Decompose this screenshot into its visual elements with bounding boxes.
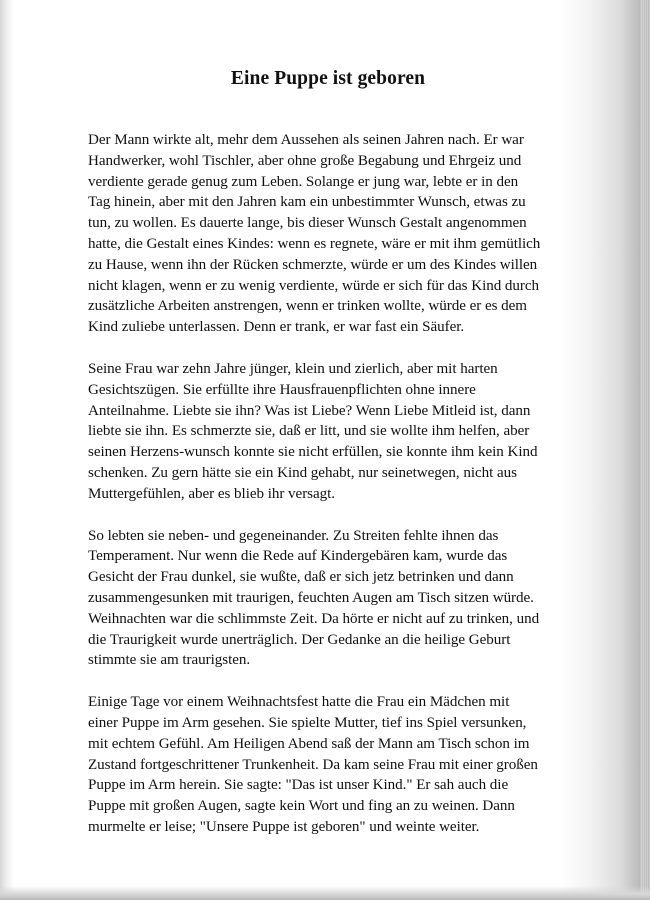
text-line: Gesichtszügen. Sie erfüllte ihre Hausfrauenpflichten ohne innere xyxy=(88,381,476,398)
text-line: liebte sie ihn. Es schmerzte sie, daß er litt, und sie wollte ihm helfen, aber xyxy=(88,423,530,440)
text-line: stimmte sie am traurigsten. xyxy=(88,652,251,669)
paragraph-4 xyxy=(88,692,568,838)
text-line: zusätzliche Arbeiten anstrengen, wenn er trinken wollte, würde er es dem xyxy=(88,298,527,315)
text-line: Temperament. Nur wenn die Rede auf Kindergebären kam, wurde das xyxy=(88,548,508,565)
text-line: tun, zu wollen. Es dauerte lange, bis dieser Wunsch Gestalt angenommen xyxy=(88,215,527,232)
text-line: Gesicht der Frau dunkel, sie wußte, daß er sich jetz betrinken und dann xyxy=(88,569,514,586)
text-line: Weihnachten war die schlimmste Zeit. Da hörte er nicht auf zu trinken, und xyxy=(88,610,540,627)
story-title: Eine Puppe ist geboren xyxy=(230,68,426,89)
paragraph-1 xyxy=(88,130,568,338)
text-line: Puppe im Arm herein. Sie sagte: "Das ist unser Kind." Er sah auch die xyxy=(88,777,509,794)
text-line: Kind zuliebe unterlassen. Denn er trank, er war fast ein Säufer. xyxy=(88,319,465,336)
text-line: Seine Frau war zehn Jahre jünger, klein und zierlich, aber mit harten xyxy=(88,360,498,377)
text-line: mit echtem Gefühl. Am Heiligen Abend saß der Mann am Tisch schon im xyxy=(88,735,530,752)
text-line: hatte, die Gestalt eines Kindes: wenn es regnete, wäre er mit ihm gemütlich xyxy=(88,235,541,252)
page-edge-right xyxy=(640,0,650,900)
text-line: verdiente gerade genug zum Leben. Solange er jung war, lebte er in den xyxy=(88,173,519,190)
text-line: die Traurigkeit wurde unerträglich. Der Gedanke an die heilige Geburt xyxy=(88,631,511,648)
page-edge-bottom xyxy=(0,886,650,900)
text-line: So lebten sie neben- und gegeneinander. Zu Streiten fehlte ihnen das xyxy=(88,527,499,544)
text-line: Anteilnahme. Liebte sie ihn? Was ist Liebe? Wenn Liebe Mitleid ist, dann xyxy=(88,402,531,419)
paragraph-2 xyxy=(88,359,568,505)
text-line: seinen Herzens-wunsch konnte sie nicht erfüllen, sie konnte ihm kein Kind xyxy=(88,444,538,461)
text-line: Der Mann wirkte alt, mehr dem Aussehen als seinen Jahren nach. Er war xyxy=(88,132,524,148)
text-line: Einige Tage vor einem Weihnachtsfest hatte die Frau ein Mädchen mit xyxy=(88,694,510,711)
text-line: Muttergefühlen, aber es blieb ihr versagt. xyxy=(88,485,336,502)
text-line: murmelte er leise; "Unsere Puppe ist geboren" und weinte weiter. xyxy=(88,818,480,835)
text-line: Zustand fortgeschrittener Trunkenheit. Da kam seine Frau mit einer großen xyxy=(88,756,538,773)
text-line: nicht klagen, wenn er zu wenig verdiente, würde er sich für das Kind durch xyxy=(88,277,540,294)
text-line: Handwerker, wohl Tischler, aber ohne große Begabung und Ehrgeiz und xyxy=(88,152,522,169)
text-line: zu Hause, wenn ihn der Rücken schmerzte, würde er um des Kindes willen xyxy=(88,256,538,273)
text-line: Tag hinein, aber mit den Jahren kam ein unbestimmter Wunsch, etwas zu xyxy=(88,194,526,211)
text-line: einer Puppe im Arm gesehen. Sie spielte Mutter, tief ins Spiel versunken, xyxy=(88,714,527,731)
text-line: Puppe mit großen Augen, sagte kein Wort und fing an zu weinen. Dann xyxy=(88,798,515,815)
text-line: zusammengesunken mit traurigen, feuchten Augen am Tisch sitzen würde. xyxy=(88,589,534,606)
story-body xyxy=(88,130,568,859)
text-line: schenken. Zu gern hätte sie ein Kind gehabt, nur seinetwegen, nicht aus xyxy=(88,464,518,481)
paragraph-3 xyxy=(88,526,568,672)
